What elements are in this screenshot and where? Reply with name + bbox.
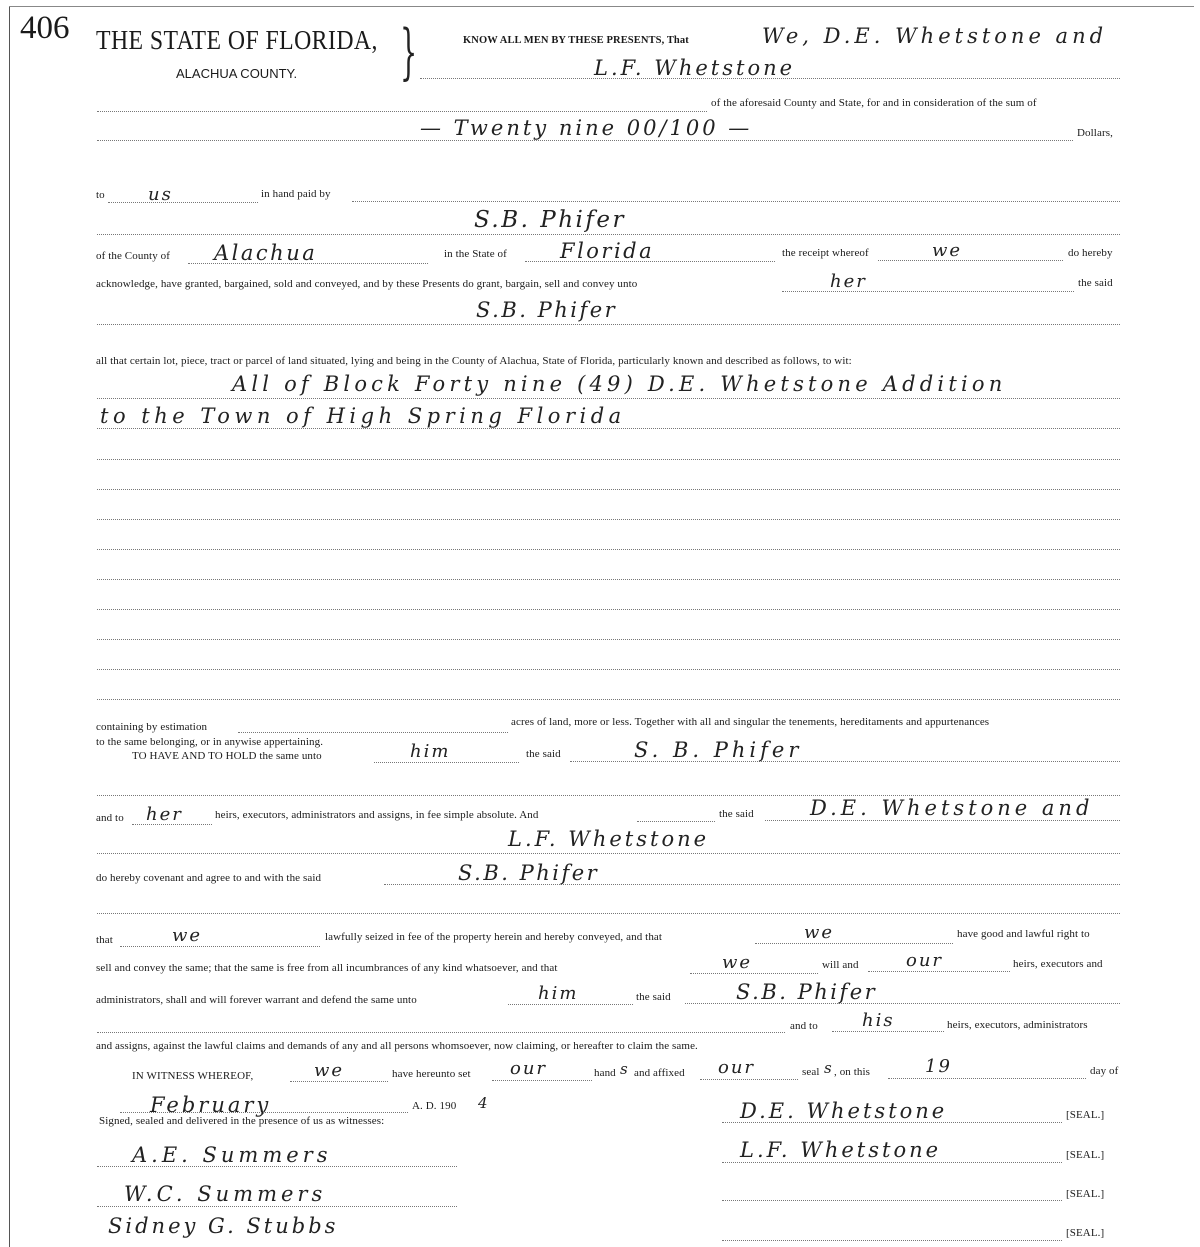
rule [97,1032,785,1033]
brace-glyph: } [400,17,418,87]
to-label: to [96,189,105,201]
rule [97,1166,457,1167]
county-value: Alachua [214,241,318,265]
will-value: our [906,950,944,971]
rule [782,291,1074,292]
rule [238,732,508,733]
that-value: we [172,925,203,946]
hereunto-value: our [510,1058,548,1079]
rule [97,549,1120,550]
witness1-signature: A.E. Summers [132,1143,332,1167]
rule [97,519,1120,520]
and-to-value: her [146,804,183,825]
in-state-label: in the State of [444,248,507,260]
rule [120,946,320,947]
heirs-exec-text: heirs, executors and [1013,958,1103,970]
land-desc-line1: All of Block Forty nine (49) D.E. Whetstone Addition [232,372,1007,396]
page-border-top [9,6,1194,7]
seal-label-2: [SEAL.] [1066,1149,1105,1161]
admin-grantee: S.B. Phifer [736,980,878,1004]
day-of-label: day of [1090,1065,1119,1077]
containing-text1: containing by estimation [96,721,208,733]
rule [637,821,715,822]
know-all-text: KNOW ALL MEN BY THESE PRESENTS, That [463,35,689,46]
state-value: Florida [560,239,655,263]
rule [868,971,1010,972]
page-number: 406 [20,10,70,46]
rule [97,579,1120,580]
containing-text2: acres of land, more or less. Together with all and singular the tenements, hereditaments and appurtenances [511,716,990,728]
rule [722,1122,1062,1123]
county-title: ALACHUA COUNTY. [176,66,298,81]
to-have-label: TO HAVE AND TO HOLD the same unto [132,750,322,762]
heirs-text: heirs, executors, administrators and assigns, in fee simple absolute. And [215,809,539,821]
consideration-text: of the aforesaid County and State, for and in consideration of the sum of [711,97,1037,109]
assigns-text: and assigns, against the lawful claims and demands of any and all persons whomsoever, now claiming, or hereafter to claim the same. [96,1040,698,1052]
to-have-value: him [410,741,451,762]
rule [755,943,953,944]
on-this-label: , on this [834,1066,871,1078]
that-label: that [96,934,113,946]
rule [888,1078,1086,1079]
receipt-value: we [932,240,963,261]
hereunto-label: have hereunto set [392,1068,471,1080]
witness3-signature: Sidney G. Stubbs [108,1214,339,1238]
seal-label-1: [SEAL.] [1066,1109,1105,1121]
habendum-grantee: S. B. Phifer [634,738,803,762]
hand-label: hand [594,1067,616,1079]
habendum-grantors-line1: D.E. Whetstone and [810,796,1094,820]
rule [722,1162,1062,1163]
affixed-value: our [718,1057,756,1078]
rule [97,234,1120,235]
containing-text3: to the same belonging, or in anywise appertaining. [96,736,324,748]
grantors-line1: We, D.E. Whetstone and [762,24,1108,48]
consideration-amount: — Twenty nine 00/100 — [420,116,753,140]
rule [97,428,1120,429]
to-value: us [148,184,173,205]
seal-suffix: s [824,1059,835,1077]
rule [97,489,1120,490]
rule [878,260,1063,261]
affixed-label: and affixed [634,1067,685,1079]
covenant-value: S.B. Phifer [458,861,600,885]
land-intro: all that certain lot, piece, tract or parcel of land situated, lying and being in the County of Alachua, State of Florida, particularly known and described as follows, to wit: [96,355,852,367]
rule [97,913,1120,914]
receipt-label: the receipt whereof [782,247,869,259]
rule [700,1079,798,1080]
the-said-label: the said [636,991,671,1003]
habendum-grantors-line2: L.F. Whetstone [508,827,710,851]
rule [97,853,1120,854]
signed-text: Signed, sealed and delivered in the presence of us as witnesses: [99,1115,385,1127]
grantors-line2: L.F. Whetstone [594,56,796,80]
land-desc-line2: to the Town of High Spring Florida [100,404,626,428]
rule [97,459,1120,460]
rule [97,1206,457,1207]
admin-value: him [538,983,579,1004]
whereof-label: IN WITNESS WHEREOF, [132,1070,254,1082]
rule [97,699,1120,700]
grantee-value: S.B. Phifer [476,298,618,322]
rule [97,140,1073,141]
sell-text: sell and convey the same; that the same is free from all incumbrances of any kind whatsoever, and that [96,962,558,974]
rule [690,973,818,974]
witness2-signature: W.C. Summers [124,1182,327,1206]
admin-text: administrators, shall and will forever warrant and defend the same unto [96,994,417,1006]
rule [352,201,1120,202]
seized-text: lawfully seized in fee of the property herein and hereby conveyed, and that [325,931,663,943]
rule [97,111,707,112]
day-value: 19 [925,1056,952,1077]
rule [374,762,519,763]
seal-label-3: [SEAL.] [1066,1188,1105,1200]
rule [508,1004,633,1005]
rule [722,1240,1062,1241]
rule [120,1112,408,1113]
state-title: THE STATE OF FLORIDA, [96,25,378,55]
rule [722,1200,1062,1201]
rule [765,820,1120,821]
and-to-value: his [862,1010,895,1031]
right-text: have good and lawful right to [957,928,1090,940]
the-said-label: the said [719,808,754,820]
rule [832,1031,944,1032]
grantor1-signature: D.E. Whetstone [740,1099,948,1123]
covenant-text: do hereby covenant and agree to and with the said [96,872,322,884]
will-and-label: will and [822,959,859,971]
payer-value: S.B. Phifer [474,207,627,233]
rule [97,639,1120,640]
rule [290,1081,388,1082]
ad-label: A. D. 190 [412,1100,457,1112]
the-said-label: the said [526,748,561,760]
of-county-label: of the County of [96,250,171,262]
rule [420,78,1120,79]
and-to-label: and to [790,1020,818,1032]
unto-value: her [830,271,867,292]
month-value: February [150,1093,272,1117]
page-border-left [9,6,10,1247]
and-to-label: and to [96,812,124,824]
do-hereby-label: do hereby [1068,247,1113,259]
heirs-admin-text: heirs, executors, administrators [947,1019,1088,1031]
rule [97,669,1120,670]
dollars-label: Dollars, [1077,127,1113,139]
seal-label-4: [SEAL.] [1066,1227,1105,1239]
rule [108,202,258,203]
rule [97,609,1120,610]
seal-label: seal [802,1066,820,1078]
hand-suffix: s [620,1060,631,1078]
acknowledge-text: acknowledge, have granted, bargained, sold and conveyed, and by these Presents do grant, bargain, sell and convey unto [96,278,638,290]
whereof-value: we [314,1060,345,1081]
sell-value: we [722,952,753,973]
grantor2-signature: L.F. Whetstone [740,1138,942,1162]
rule [97,324,1120,325]
rule [97,398,1120,399]
seized-value: we [804,922,835,943]
hand-paid-label: in hand paid by [261,188,331,200]
the-said-label: the said [1078,277,1113,289]
rule [492,1080,592,1081]
year-suffix: 4 [478,1094,491,1112]
